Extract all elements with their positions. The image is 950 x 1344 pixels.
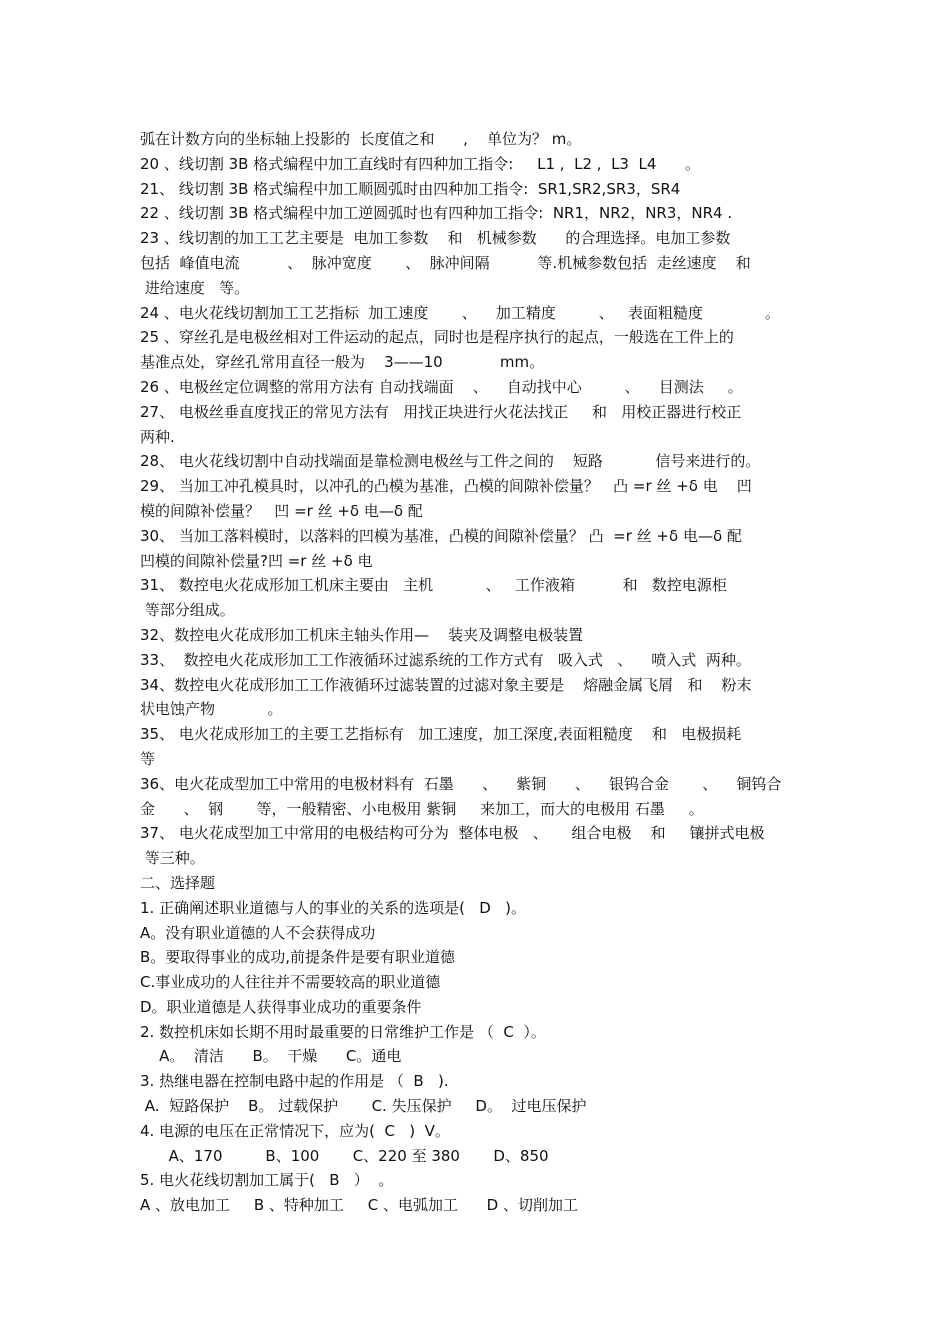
question-line: 5. 电火花线切割加工属于( B ） 。 <box>140 1171 394 1190</box>
option-line: A、170 B、100 C、220 至 380 D、850 <box>140 1146 549 1165</box>
text-line: 状电蚀产物 。 <box>140 700 283 719</box>
text-line: 等 <box>140 749 156 768</box>
question-line: 1. 正确阐述职业道德与人的事业的关系的选项是( D )。 <box>140 898 526 917</box>
question-line: 4. 电源的电压在正常情况下，应为( C ) V。 <box>140 1121 450 1140</box>
text-line: 21、 线切割 3B 格式编程中加工顺圆弧时由四种加工指令: SR1,SR2,SR3，SR4 <box>140 179 681 198</box>
text-line: 27、 电极丝垂直度找正的常见方法有 用找正块进行火花法找正 和 用校正器进行校正 <box>140 402 742 421</box>
text-line: 28、 电火花线切割中自动找端面是靠检测电极丝与工件之间的 短路 信号来进行的。 <box>140 452 761 471</box>
section-heading: 二、选择题 <box>140 873 216 892</box>
document-body <box>140 127 830 1218</box>
text-line: 20 、线切割 3B 格式编程中加工直线时有四种加工指令: L1 , L2 , L3 L4 。 <box>140 154 701 173</box>
question-line: 2. 数控机床如长期不用时最重要的日常维护工作是 （ C ）。 <box>140 1022 546 1041</box>
text-line: 两种. <box>140 427 175 446</box>
text-line: 包括 峰值电流 、 脉冲宽度 、 脉冲间隔 等.机械参数包括 走丝速度 和 <box>140 253 751 272</box>
text-line: 弧在计数方向的坐标轴上投影的 长度值之和 , 单位为？ m。 <box>140 130 582 148</box>
text-line: 34、数控电火花成形加工工作液循环过滤装置的过滤对象主要是 熔融金属飞屑 和 粉末 <box>140 675 752 694</box>
text-line: 37、 电火花成型加工中常用的电极结构可分为 整体电极 、 组合电极 和 镶拼式电极 <box>140 824 765 843</box>
text-line: 31、 数控电火花成形加工机床主要由 主机 、 工作液箱 和 数控电源柜 <box>140 576 727 595</box>
option-line: D。职业道德是人获得事业成功的重要条件 <box>140 997 422 1016</box>
text-line: 24 、电火花线切割加工工艺指标 加工速度 、 加工精度 、 表面粗糙度 。 <box>140 303 781 322</box>
option-line: C.事业成功的人往往并不需要较高的职业道德 <box>140 973 441 992</box>
text-line: 26 、电极丝定位调整的常用方法有 自动找端面 、 自动找中心 、 目测法 。 <box>140 377 743 396</box>
text-line: 35、 电火花成形加工的主要工艺指标有 加工速度，加工深度,表面粗糙度 和 电极损耗 <box>140 725 742 744</box>
text-line: 等部分组成。 <box>140 601 235 620</box>
option-line: A. 短路保护 B。 过载保护 C. 失压保护 D。 过电压保护 <box>140 1097 587 1116</box>
text-line: 36、电火花成型加工中常用的电极材料有 石墨 、 紫铜 、 银钨合金 、 铜钨合 <box>140 774 782 793</box>
text-line: 30、 当加工落料模时，以落料的凹模为基准，凸模的间隙补偿量？ 凸 =r 丝 +δ 电—δ 配 <box>140 526 742 545</box>
text-line: 22 、线切割 3B 格式编程中加工逆圆弧时也有四种加工指令: NR1，NR2，NR3，NR4 . <box>140 204 733 223</box>
text-line: 23 、线切割的加工工艺主要是 电加工参数 和 机械参数 的合理选择。电加工参数 <box>140 229 731 248</box>
text-line: 33、 数控电火花成形加工工作液循环过滤系统的工作方式有 吸入式 、 喷入式 两种。 <box>140 650 751 669</box>
text-line: 基准点处，穿丝孔常用直径一般为 3——10 mm。 <box>140 353 545 372</box>
option-line: A。没有职业道德的人不会获得成功 <box>140 923 376 942</box>
option-line: A 、放电加工 B 、特种加工 C 、电弧加工 D 、切削加工 <box>140 1196 578 1215</box>
text-line: 等三种。 <box>140 849 205 868</box>
text-line: 模的间隙补偿量？ 凹 =r 丝 +δ 电—δ 配 <box>140 501 423 520</box>
text-line: 29、 当加工冲孔模具时，以冲孔的凸模为基准，凸模的间隙补偿量？ 凸 =r 丝 +δ 电 凹 <box>140 477 752 496</box>
text-line: 25 、穿丝孔是电极丝相对工件运动的起点，同时也是程序执行的起点，一般选在工件上的 <box>140 328 734 347</box>
text-line: 凹模的间隙补偿量?凹 =r 丝 +δ 电 <box>140 551 373 570</box>
text-line: 金 、 钢 等，一般精密、小电极用 紫铜 来加工，而大的电极用 石墨 。 <box>140 799 704 818</box>
option-line: B。要取得事业的成功,前提条件是要有职业道德 <box>140 948 456 967</box>
text-line: 进给速度 等。 <box>140 278 250 297</box>
question-line: 3. 热继电器在控制电路中起的作用是 （ B ). <box>140 1072 449 1091</box>
option-line: A。 清洁 B。 干燥 C。通电 <box>140 1047 402 1066</box>
text-line: 32、数控电火花成形加工机床主轴头作用— 装夹及调整电极装置 <box>140 625 584 644</box>
